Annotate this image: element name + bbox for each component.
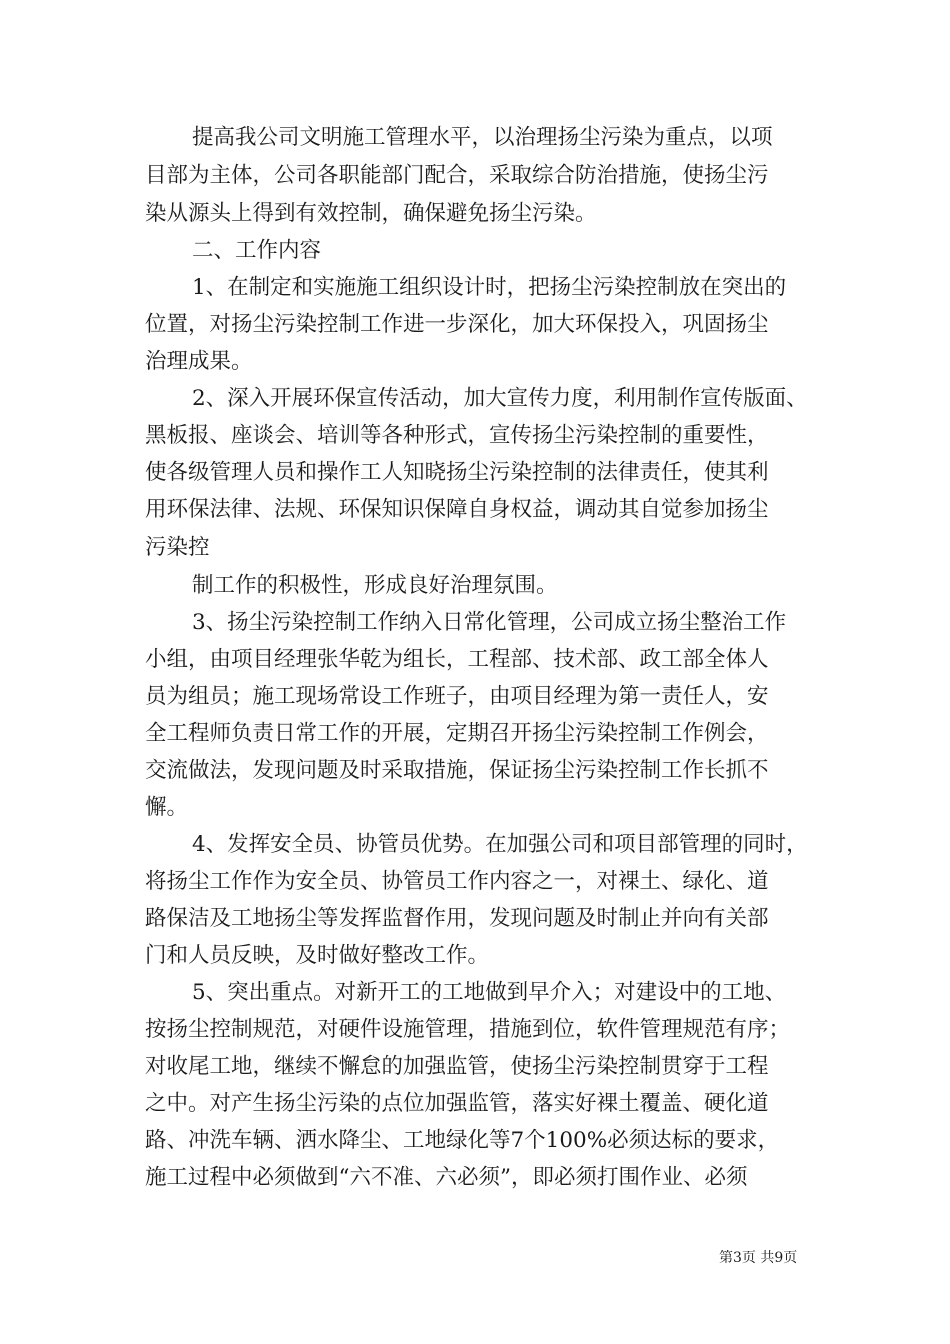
text-line: 5、突出重点。对新开工的工地做到早介入；对建设中的工地、 bbox=[192, 980, 787, 1005]
text-line: 用环保法律、法规、环保知识保障自身权益，调动其自觉参加扬尘 bbox=[145, 497, 769, 522]
text-line: 路、冲洗车辆、洒水降尘、工地绿化等7个100%必须达标的要求， bbox=[145, 1128, 780, 1153]
text-line: 按扬尘控制规范，对硬件设施管理，措施到位，软件管理规范有序； bbox=[145, 1017, 791, 1042]
text-line: 染从源头上得到有效控制，确保避免扬尘污染。 bbox=[145, 201, 597, 226]
text-line: 施工过程中必须做到“六不准、六必须”，即必须打围作业、必须 bbox=[145, 1165, 748, 1190]
section-heading: 二、工作内容 bbox=[192, 238, 322, 263]
text-line: 制工作的积极性，形成良好治理氛围。 bbox=[192, 573, 558, 598]
text-line: 目部为主体，公司各职能部门配合，采取综合防治措施，使扬尘污 bbox=[145, 163, 769, 188]
text-line: 懈。 bbox=[145, 795, 189, 820]
page-number-footer: 第3页 共9页 bbox=[719, 1250, 798, 1266]
text-line: 之中。对产生扬尘污染的点位加强监管，落实好裸土覆盖、硬化道 bbox=[145, 1091, 769, 1116]
text-line: 位置，对扬尘污染控制工作进一步深化，加大环保投入，巩固扬尘 bbox=[145, 312, 769, 337]
text-line: 2、深入开展环保宣传活动，加大宣传力度，利用制作宣传版面、 bbox=[192, 386, 808, 411]
text-line: 1、在制定和实施施工组织设计时，把扬尘污染控制放在突出的 bbox=[192, 275, 787, 300]
text-line: 路保洁及工地扬尘等发挥监督作用，发现问题及时制止并向有关部 bbox=[145, 906, 769, 931]
text-line: 4、发挥安全员、协管员优势。在加强公司和项目部管理的同时， bbox=[192, 832, 808, 857]
text-line: 小组，由项目经理张华乾为组长，工程部、技术部、政工部全体人 bbox=[145, 647, 769, 672]
text-line: 全工程师负责日常工作的开展，定期召开扬尘污染控制工作例会， bbox=[145, 721, 769, 746]
text-line: 3、扬尘污染控制工作纳入日常化管理，公司成立扬尘整治工作 bbox=[192, 610, 787, 635]
text-line: 交流做法，发现问题及时采取措施，保证扬尘污染控制工作长抓不 bbox=[145, 758, 769, 783]
text-line: 黑板报、座谈会、培训等各种形式，宣传扬尘污染控制的重要性， bbox=[145, 423, 769, 448]
text-line: 对收尾工地，继续不懈怠的加强监管，使扬尘污染控制贯穿于工程 bbox=[145, 1054, 769, 1079]
text-line: 门和人员反映，及时做好整改工作。 bbox=[145, 943, 490, 968]
text-line: 治理成果。 bbox=[145, 349, 253, 374]
text-line: 使各级管理人员和操作工人知晓扬尘污染控制的法律责任，使其利 bbox=[145, 460, 769, 485]
text-line: 污染控 bbox=[145, 535, 210, 560]
text-line: 员为组员；施工现场常设工作班子，由项目经理为第一责任人，安 bbox=[145, 684, 769, 709]
text-line: 将扬尘工作作为安全员、协管员工作内容之一，对裸土、绿化、道 bbox=[145, 869, 769, 894]
text-line: 提高我公司文明施工管理水平，以治理扬尘污染为重点，以项 bbox=[192, 125, 773, 150]
